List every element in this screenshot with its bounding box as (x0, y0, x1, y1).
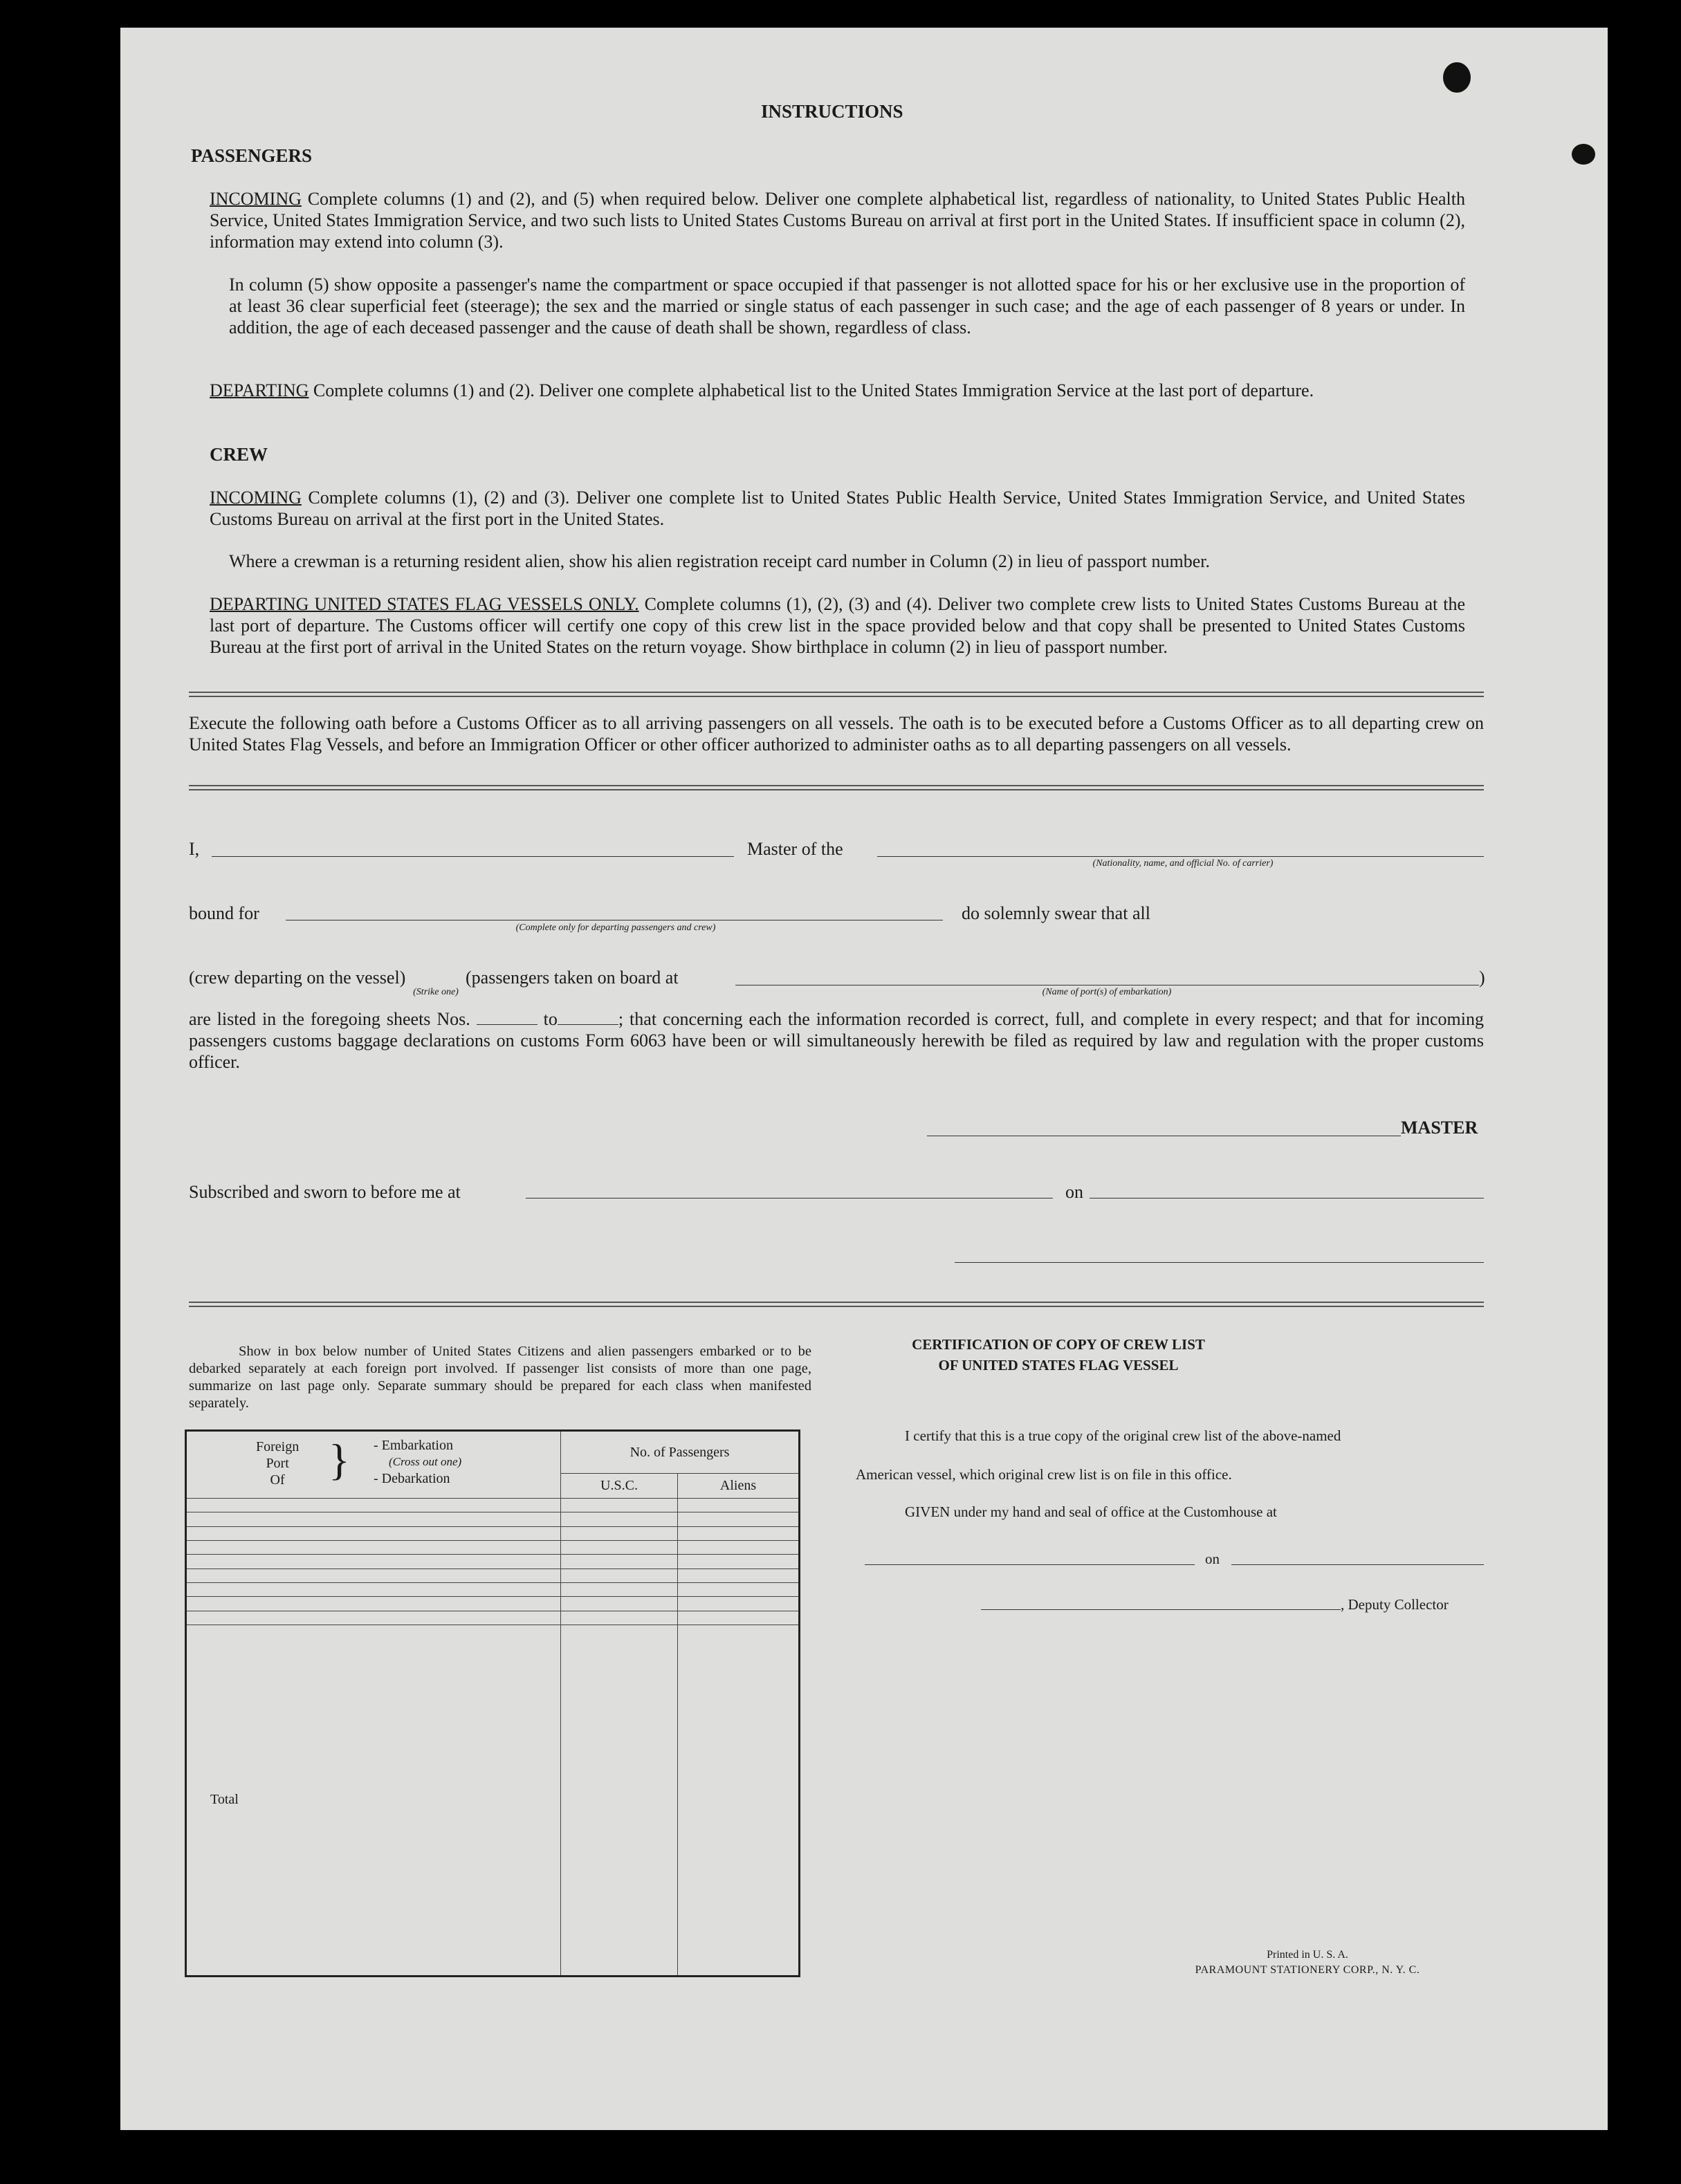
crew-heading: CREW (210, 444, 268, 465)
port-cell[interactable] (186, 1611, 561, 1625)
carrier-field[interactable] (877, 856, 1484, 857)
table-row (186, 1582, 800, 1596)
usc-cell[interactable] (561, 1611, 678, 1625)
sheets-text-2: ; that concerning each the information recorded is correct, full, and complete in every respect; and that for incoming passengers customs baggage declarations on customs Form 6063 have been or will simultaneously herewith be filed as required by law and regulation with the proper customs officer. (189, 1009, 1485, 1072)
instructions-title: INSTRUCTIONS (761, 101, 903, 122)
port-cell[interactable] (186, 1499, 561, 1512)
crew-alien-paragraph: Where a crewman is a returning resident alien, show his alien registration receipt card number in Column (2) in lieu of passport number. (229, 551, 1211, 571)
port-cell[interactable] (186, 1526, 561, 1540)
usc-cell[interactable] (561, 1526, 678, 1540)
summary-intro: Show in box below number of United States Citizens and alien passengers embarked or to be debarked separately at each foreign port involved. If passenger list consists of more than one page, summarize on last page only. Separate summary should be prepared for each class when manifested separately. (189, 1344, 811, 1411)
table-row (186, 1526, 800, 1540)
certification-line-3: GIVEN under my hand and seal of office at the Customhouse at (905, 1503, 1277, 1520)
brace-icon: } (329, 1435, 350, 1484)
total-aliens-cell[interactable] (678, 1625, 800, 1976)
printer-line-2: PARAMOUNT STATIONERY CORP., N. Y. C. (1195, 1964, 1420, 1976)
aliens-cell[interactable] (678, 1512, 800, 1526)
aliens-cell[interactable] (678, 1526, 800, 1540)
port-cell[interactable] (186, 1512, 561, 1526)
usc-cell[interactable] (561, 1597, 678, 1611)
passengers-incoming-paragraph (210, 188, 1465, 252)
table-row (186, 1499, 800, 1512)
nationality-caption: (Nationality, name, and official No. of carrier) (1092, 858, 1274, 869)
certification-line-2: American vessel, which original crew list is on file in this office. (856, 1466, 1232, 1483)
usc-cell[interactable] (561, 1568, 678, 1582)
aliens-cell[interactable] (678, 1499, 800, 1512)
oath-i-label: I, (189, 839, 200, 859)
passengers-departing-text: Complete columns (1) and (2). Deliver one complete alphabetical list to the United States Immigration Service at the last port of departure. (309, 380, 1314, 400)
sheets-text-1: are listed in the foregoing sheets Nos. (189, 1009, 470, 1029)
port-cell[interactable] (186, 1555, 561, 1568)
usc-cell[interactable] (561, 1555, 678, 1568)
aliens-cell[interactable] (678, 1568, 800, 1582)
passengers-taken-label: (passengers taken on board at (466, 968, 679, 988)
embark-debark-label (374, 1437, 461, 1487)
sheet-from-field[interactable] (477, 1010, 538, 1025)
ink-blot (1572, 144, 1595, 165)
aliens-header: Aliens (678, 1474, 800, 1499)
sworn-place-field[interactable] (526, 1198, 1053, 1199)
port-cell[interactable] (186, 1540, 561, 1554)
certification-line-1: I certify that this is a true copy of the original crew list of the above-named (905, 1427, 1341, 1444)
passengers-heading: PASSENGERS (191, 145, 313, 166)
port-cell[interactable] (186, 1582, 561, 1596)
passengers-incoming-text: Complete columns (1) and (2), and (5) when required below. Deliver one complete alphabetical list, regardless of nationality, to United States Public Health Service, United States Immigration Service, and two such lists to United States Customs Bureau on arrival at first port in the United States. If insufficient space in column (2), information may extend into column (3). (210, 189, 1465, 252)
table-row (186, 1555, 800, 1568)
master-name-field[interactable] (212, 856, 734, 857)
crew-departing-paragraph (210, 593, 1465, 658)
ink-blot (1443, 62, 1471, 93)
sheet-to-field[interactable] (558, 1010, 618, 1025)
deputy-collector-label: , Deputy Collector (1341, 1596, 1449, 1613)
passengers-departing-paragraph (210, 380, 1465, 401)
aliens-cell[interactable] (678, 1611, 800, 1625)
sworn-date-field[interactable] (1090, 1198, 1484, 1199)
subscribed-label: Subscribed and sworn to before me at (189, 1182, 461, 1202)
table-row (186, 1611, 800, 1625)
name-of-ports-caption: (Name of port(s) of embarkation) (1042, 987, 1172, 997)
cross-out-label: (Cross out one) (389, 1455, 462, 1468)
crew-incoming-label: INCOMING (210, 488, 302, 508)
table-row (186, 1597, 800, 1611)
deputy-signature-field[interactable] (981, 1609, 1341, 1610)
certification-title-2: OF UNITED STATES FLAG VESSEL (938, 1357, 1179, 1373)
passenger-summary-table (185, 1429, 800, 1977)
divider (189, 785, 1484, 790)
total-row (186, 1625, 800, 1976)
table-row (186, 1512, 800, 1526)
usc-cell[interactable] (561, 1540, 678, 1554)
aliens-cell[interactable] (678, 1597, 800, 1611)
master-label: MASTER (1401, 1118, 1478, 1138)
usc-cell[interactable] (561, 1499, 678, 1512)
swear-label: do solemnly swear that all (962, 903, 1150, 923)
debarkation-label: - Debarkation (374, 1471, 450, 1486)
crew-incoming-text: Complete columns (1), (2) and (3). Deliver one complete list to United States Public Health Service, United States Immigration Service, and United States Customs Bureau on arrival at the first port in the United States. (210, 488, 1465, 529)
usc-cell[interactable] (561, 1582, 678, 1596)
no-passengers-header: No. of Passengers (561, 1431, 800, 1474)
aliens-cell[interactable] (678, 1582, 800, 1596)
oath-instructions: Execute the following oath before a Customs Officer as to all arriving passengers on all vessels. The oath is to be executed before a Customs Officer as to all departing crew on United States Flag Vessels, and before an Immigration Officer or other officer authorized to administer oaths as to all departing passengers on all vessels. (189, 713, 1484, 755)
customhouse-field[interactable] (865, 1564, 1195, 1565)
crew-departing-label: (crew departing on the vessel) (189, 968, 406, 988)
officer-signature-field[interactable] (955, 1262, 1484, 1263)
crew-incoming-paragraph (210, 487, 1465, 530)
aliens-cell[interactable] (678, 1540, 800, 1554)
printer-line-1: Printed in U. S. A. (1267, 1949, 1348, 1961)
table-row (186, 1540, 800, 1554)
usc-header: U.S.C. (561, 1474, 678, 1499)
of-label: Of (270, 1472, 285, 1488)
divider (189, 692, 1484, 697)
passengers-departing-label: DEPARTING (210, 380, 309, 400)
foreign-label: Foreign (256, 1439, 300, 1454)
certification-date-field[interactable] (1231, 1564, 1484, 1565)
passengers-incoming-label: INCOMING (210, 189, 302, 209)
total-usc-cell[interactable] (561, 1625, 678, 1976)
embarkation-label: - Embarkation (374, 1438, 453, 1453)
master-of-the-label: Master of the (747, 839, 843, 859)
total-label: Total (186, 1625, 561, 1976)
port-cell[interactable] (186, 1597, 561, 1611)
bound-for-label: bound for (189, 903, 259, 923)
foreign-port-of-label (256, 1438, 299, 1488)
certification-on-label: on (1205, 1551, 1220, 1567)
close-paren: ) (1479, 968, 1485, 988)
sworn-on-label: on (1065, 1182, 1083, 1202)
table-row (186, 1568, 800, 1582)
port-label: Port (266, 1456, 289, 1471)
port-cell[interactable] (186, 1568, 561, 1582)
sheets-paragraph (189, 1008, 1484, 1073)
sheets-to-label: to (543, 1009, 558, 1029)
complete-only-caption: (Complete only for departing passengers and crew) (515, 923, 716, 933)
strike-one-caption: (Strike one) (413, 987, 459, 997)
aliens-cell[interactable] (678, 1555, 800, 1568)
crew-departing-text: Complete columns (1), (2), (3) and (4). Deliver two complete crew lists to United States Customs Bureau at the last port of departure. The Customs officer will certify one copy of this crew list in the space provided below and that copy shall be presented to United States Customs Bureau at the first port of arrival in the United States on the return voyage. Show birthplace in column (2) in lieu of passport number. (210, 594, 1465, 657)
crew-departing-label: DEPARTING UNITED STATES FLAG VESSELS ONLY. (210, 594, 639, 614)
passengers-column5-paragraph: In column (5) show opposite a passenger's name the compartment or space occupied if that passenger is not allotted space for his or her exclusive use in the proportion of at least 36 clear superficial feet (steerage); the sex and the married or single status of each passenger in such case; and the age of each passenger of 8 years or under. In addition, the age of each deceased passenger and the cause of death shall be shown, regardless of class. (229, 275, 1465, 337)
certification-title-1: CERTIFICATION OF COPY OF CREW LIST (912, 1336, 1205, 1353)
divider (189, 1302, 1484, 1307)
usc-cell[interactable] (561, 1512, 678, 1526)
